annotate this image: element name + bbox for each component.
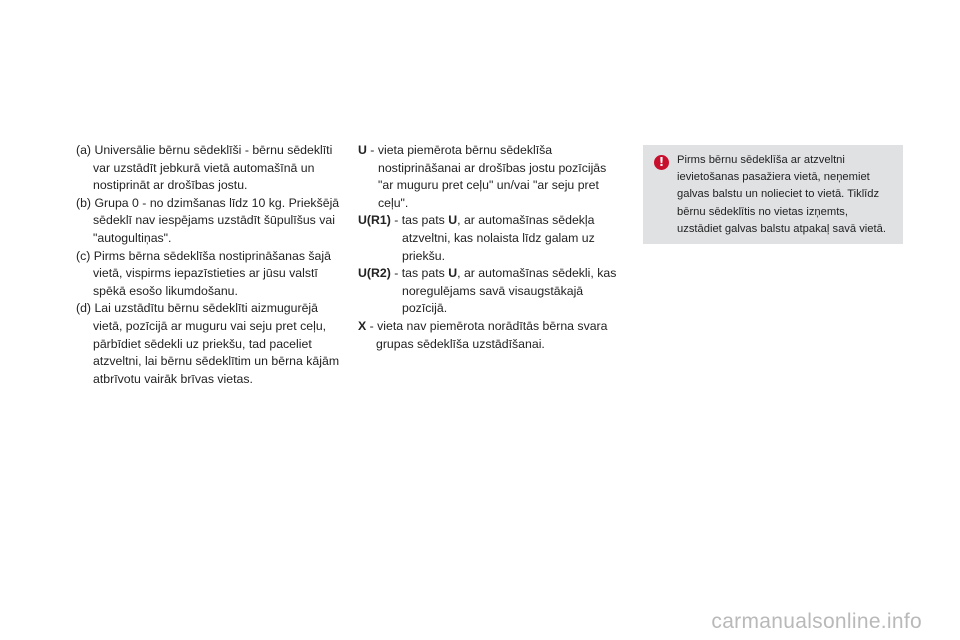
left-text-column [76,142,348,388]
legend-u-r1 [358,212,620,265]
legend-term: U(R1) [358,213,391,228]
site-watermark: carmanualsonline.info [711,610,922,633]
note-tag: (a) [76,143,92,157]
legend-inline-term: U [448,213,458,228]
note-tag: (d) [76,301,92,316]
warning-text: Pirms bērnu sēdeklīša ar atzveltni ievietošanas pasažiera vietā, neņemiet galvas balstu un nolieciet to vietā. Tiklīdz bērnu sēdeklītis no vietas izņemts, uzstādiet galvas balstu atpakaļ savā vietā. [677,154,886,235]
legend-text: - tas pats [390,266,449,281]
note-d [76,300,348,388]
note-tag: (b) [76,195,92,210]
legend-x [358,318,620,353]
note-text: Universālie bērnu sēdeklīši - bērnu sēdeklīti var uzstādīt jebkurā vietā automašīnā un nostiprināt ar drošības jostu. [93,143,333,193]
legend-u-r2 [358,265,620,318]
note-a [76,142,348,195]
legend-text: - tas pats [390,213,449,228]
legend-text: - vieta nav piemērota norādītās bērna svara grupas sēdeklīša uzstādīšanai. [366,318,608,351]
legend-inline-term: U [448,266,458,281]
legend-term: X [358,318,367,333]
note-b [76,195,348,248]
note-text: Pirms bērna sēdeklīša nostiprināšanas šajā vietā, vispirms iepazīstieties ar jūsu valstī spēkā esošo likumdošanu. [93,248,331,298]
note-text: Grupa 0 - no dzimšanas līdz 10 kg. Priekšējā sēdeklī nav iespējams uzstādīt šūpulīšus vai "autogultiņas". [93,195,340,245]
note-c [76,248,348,301]
exclamation-warning-icon: ! [654,155,669,170]
warning-box [643,145,903,244]
legend-text: - vieta piemērota bērnu sēdeklīša nostiprināšanai ar drošības jostu pozīcijās "ar muguru pret ceļu" un/vai "ar seju pret ceļu". [366,143,607,210]
note-tag: (c) [76,248,91,263]
legend-text: , ar automašīnas sēdekli, kas noregulējams savā visaugstākajā pozīcijā. [402,266,617,316]
legend-term: U [358,143,367,157]
legend-text: , ar automašīnas sēdekļa atzveltni, kas nolaista līdz galam uz priekšu. [402,213,595,263]
legend-u [358,142,620,212]
legend-term: U(R2) [358,266,391,281]
note-text: Lai uzstādītu bērnu sēdeklīti aizmugurējā vietā, pozīcijā ar muguru vai seju pret ceļu, pārbīdiet sēdekli uz priekšu, tad paceliet atzveltni, lai bērnu sēdeklītim un bērna kājām atbrīvotu vairāk brīvas vietas. [93,301,340,386]
legend-column [358,142,620,353]
